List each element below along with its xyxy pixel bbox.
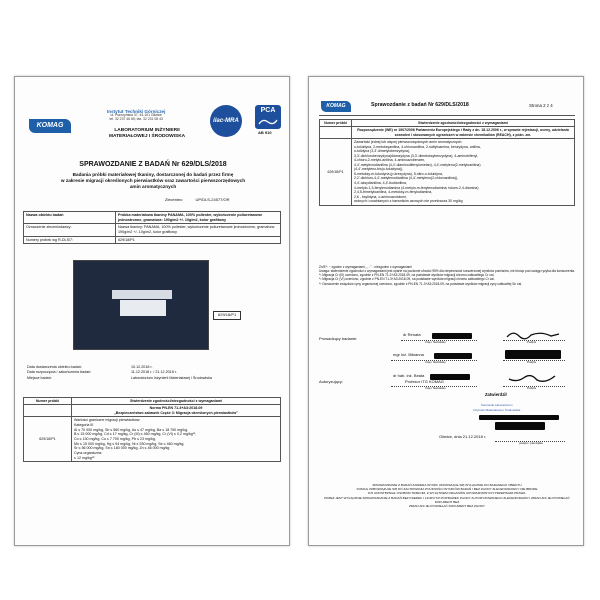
table-row — [320, 139, 575, 206]
conducted-label: Prowadzący badanie: — [319, 336, 358, 341]
info-value: 629/18/P1 — [116, 236, 281, 244]
disclaimer-line: ICH UDOSTĘPNIAŁ OSOBOM TRZECIM, Z WYJĄTKIEM ORGANÓW UPOWAŻNIONYCH PRZEPISAMI PRAWA. — [367, 491, 527, 496]
redacted-surname — [434, 353, 472, 359]
amine-line: 5-metoksy-m-toluidyna (p-krezydyna), 5-nitro-o-toluidyna, — [354, 171, 443, 176]
amine-line: o-tolidyna (3,3'-dimetylobenzydyna), — [354, 149, 411, 154]
dates-labels — [27, 365, 91, 381]
footnote: Zn/E*: ~ zgodne z wymaganiami, „ - ” - niezgodne z wymaganiami — [319, 265, 412, 269]
pca-wave-icon — [258, 117, 278, 127]
subject-line: Badania próbki materiałowej tkaniny, dostarczonej do badań przez firmę — [72, 172, 234, 177]
report-title: SPRAWOZDANIE Z BADAŃ Nr 629/DLS/2018 — [79, 161, 227, 168]
sign-caption: Podpis — [527, 360, 537, 364]
disclaimer-line: ZMIAN ANI JEJ POWIELAĆ DOKUMENT BEZ ZGODY — [409, 503, 485, 508]
sign-caption: podpis i pieczątka — [519, 441, 543, 445]
komag-logo: KOMAG — [29, 119, 71, 133]
sample-photo — [73, 260, 209, 350]
date-value: 11.12.2018 r. / 21.12.2018 r. — [131, 370, 177, 375]
amines-cell — [352, 139, 575, 206]
amine-line: Zawartość jednej lub więcej pierwszorzędowych amin aromatycznych: — [354, 140, 463, 145]
lab-line-2: MATERIAŁOWEJ I ŚRODOWISKA — [109, 133, 186, 139]
amine-line: o-toluidyna, 2-metoksyanilina, 4-chloroanilina, 2-naftyloamina, benzydyna, anilina, — [354, 144, 481, 149]
table-row — [24, 417, 281, 462]
sample-number: 629/18/P1 — [320, 139, 352, 206]
results-table — [23, 397, 281, 462]
report-page-1 — [14, 76, 290, 546]
amine-line: (4,4'-metyleno-bis(o-toluidyna)), — [354, 167, 404, 172]
amine-line: 2,4,5-trimetyloanilina, 4-metoksy-m-fenylodiamina, — [354, 190, 433, 195]
pca-logo-text: PCA — [260, 107, 276, 114]
pca-logo — [255, 105, 281, 129]
pca-number: AB 910 — [258, 130, 272, 135]
column-header: Numer próbki — [320, 120, 352, 127]
disclaimer — [319, 483, 575, 508]
amine-line: 2,2'-dichloro-4,4'-metylenodianilina (4,4'-metyleno(2-chloroanilina)), — [354, 176, 459, 181]
limit-line: Co ≤ 130 mg/kg, Cu ≤ 7 700 mg/kg, Pb ≤ 23 mg/kg, — [74, 437, 156, 442]
info-value: Próbka materiałowa tkaniny PANAMA, 100% poliester, wykończenie poliuretanowe jednostronne, gramatura: 190g/m2 +/- 10g/m2, kolor grafitowy — [116, 212, 281, 224]
info-key: Oznaczenie zleceniodawcy: — [24, 224, 116, 236]
disclaimer-line: PRZEZ JEST WYŁĄCZNIE SPRAWOZDANIE Z BADAŃ BEZ KREDEK I LICZNYCH POPRAWEK ZGODY AUTORYZOWANEGO ZLECENIODAWCY ZMIAN ANI JEJ POWIELAĆ DOKUMENT BEZ — [324, 495, 570, 504]
disclaimer-line: KOMAG ZOBOWIĄZUJE SIĘ DO ZACHOWANIA POUFNOŚCI WYNIKÓW BADAŃ I BEZ ZGODY ZLECENIODAWCY NIE BĘDZIE — [356, 487, 538, 492]
redacted-signature — [495, 422, 545, 430]
sample-number: 629/18/P1 — [24, 417, 72, 462]
table-header-row — [24, 398, 281, 405]
amine-line: 4,4'-metylenodianilina (4,4'-diaminodifenylometan), 4,4'-metyleno(2-metyloanilina) — [354, 162, 481, 167]
name-caption: Imię i Nazwisko — [425, 360, 446, 364]
laboratory-title — [109, 128, 185, 139]
approval-label: Zatwierdził — [485, 392, 507, 397]
table-header-row — [320, 120, 575, 127]
page-title: Sprawozdanie z badań Nr 629/DLS/2018 — [371, 102, 469, 108]
limit-line: Cyna organiczna: — [74, 451, 102, 456]
info-key: Numery próbek wg R-DLS/7: — [24, 236, 116, 244]
client-label: Zleceniec: — [165, 197, 184, 202]
regulation-heading: Rozporządzenie (WE) nr 1907/2006 Parlamentu Europejskiego i Rady z dn. 18.12.2006 r., w sprawie rejestracji, oceny, udzielania zezwoleń i stosowanych ograniczeń w zakresie chemikaliów (REACH), z późn. zm. — [352, 127, 575, 139]
sign-caption: Podpis — [527, 340, 537, 344]
date-label: Miejsce badań: — [27, 375, 52, 380]
ilac-mra-logo: ilac-MRA — [210, 105, 242, 137]
authorized-label: Autoryzujący: — [319, 379, 344, 384]
person-3-name: dr hab. inż. Beata — [393, 373, 425, 378]
info-value: Nazwa tkaniny: PANAMA, 100% poliester, wykończenie poliuretanowe jednostronne, gramatura: 190g/m2 +/- 10g/m2, kolor grafitowy — [116, 224, 281, 236]
limit-line: Kategoria III — [74, 423, 94, 428]
report-subject — [25, 172, 281, 190]
table-row — [24, 236, 281, 244]
footnote: Uwaga: stwierdzenie zgodności z wymaganiami jest oparte na poziomie ufności 95% dla niepewności rozszerzonej wyników pomiarów, nie biorąc pod uwagę ryzyka dla konsumenta. — [319, 269, 576, 274]
komag-logo: KOMAG — [321, 101, 351, 112]
table-row — [24, 224, 281, 236]
amine-line: 4-chloro-2-metylo-anilina, 4-aminoazobenzen, — [354, 158, 426, 163]
date-value: Laboratorium Inżynierii Materiałowej i Środowiska — [131, 375, 212, 380]
norm-line: Norma PN-EN 71-3+A3:2018-09 — [149, 406, 203, 410]
name-caption: Imię i Nazwisko — [425, 340, 446, 344]
date-value: 10.12.2018 r. — [131, 365, 153, 369]
client-line — [165, 198, 230, 203]
institute-name: Instytut Techniki Górniczej — [107, 109, 166, 114]
institute-header — [107, 109, 165, 122]
place-date: Gliwice, dnia 21.12.2018 r. — [439, 434, 487, 439]
limit-line: B ≤ 15 000 mg/kg, Cd ≤ 17 mg/kg, Cr (III) ≤ 460 mg/kg, Cr (VI) ≤ 0,2 mg/kg*¹, — [74, 432, 197, 437]
dates-values — [131, 365, 212, 381]
amine-line: 2,6 - ksylidyna, o-aminoazotoluen, — [354, 194, 408, 199]
signature-scribble — [507, 373, 557, 385]
lab-line-1: LABORATORIUM INŻYNIERII — [114, 128, 180, 133]
sign-caption: Podpis — [527, 386, 537, 390]
client-value: UP/DLS-24577/OR — [195, 197, 230, 202]
column-header: Stwierdzenie zgodności/niezgodności z wymaganiami — [72, 398, 281, 405]
norm-heading — [72, 405, 281, 417]
disclaimer-line: SPRAWOZDANIE Z BADAŃ ZAWIERA WYNIKI ODNOSZĄCE SIĘ WYŁĄCZNIE DO BADANEGO OBIEKTU — [372, 483, 522, 487]
report-page-2 — [308, 76, 584, 546]
amine-line: 4,4'-oksydianilina, 4,4'-tiodianilina, — [354, 181, 407, 186]
subject-line: amin aromatycznych — [129, 183, 177, 189]
header-divider — [319, 115, 575, 116]
footnote: *² Migracja Cr (VI) oceniono, zgodnie z PN-EN 71-3+A3:2018-09, na podstawie wyników migracji chromu całkowitego Cr cal. — [319, 277, 495, 282]
amine-line: 3,3'-dichlorobenzydyna(diamzydyna (3,3'-dimetoksybenzydyna), 4-aminobifenyl, — [354, 153, 479, 158]
limit-line: Sr ≤ 56 000 mg/kg, Sn ≤ 180 000 mg/kg, Zn ≤ 46 000 mg/kg — [74, 446, 170, 451]
fabric-label-strip — [112, 290, 172, 299]
stamp-line: Kierownik Laboratorium — [481, 403, 513, 407]
limits-cell — [72, 417, 281, 462]
redacted-surname — [432, 333, 472, 339]
subject-line: w zakresie migracji określonych pierwiastków oraz zawartości pierwszorzędowych — [60, 177, 246, 183]
amine-line: 4-metylo-1,3-fenylenodiamina (4-metylo-m-fenylenodiamina; toluen-2,4-diamina) — [354, 185, 479, 190]
reach-results-table — [319, 119, 575, 206]
norm-line: „Bezpieczeństwo zabawek Część 3: Migracja określonych pierwiastków” — [113, 410, 239, 415]
date-label: Data rozpoczęcia / zakończenia badań: — [27, 370, 92, 375]
limit-line: ≤ 12 mg/kg*² — [74, 455, 95, 460]
photo-sample-tag: 629/18/P1 — [213, 311, 241, 320]
institute-address: ul. Pszczyńska 37, 44-101 Gliwice — [110, 113, 162, 118]
name-caption: Imię i Nazwisko — [425, 386, 446, 390]
table-row — [320, 127, 575, 139]
limit-line: Mn ≤ 15 000 mg/kg, Hg ≤ 94 mg/kg, Ni ≤ 930 mg/kg, Se ≤ 460 mg/kg, — [74, 441, 185, 446]
table-row — [24, 212, 281, 224]
footnote: *³ Oznaczenie związków cyny organicznej oceniono, zgodnie z PN-EN 71-3+A3:2018-09, na podstawie wyników migracji cyny całkowitej Sn cal. — [319, 281, 522, 286]
limit-line: Al ≤ 70 000 mg/kg, Sb ≤ 560 mg/kg, As ≤ 47 mg/kg, Ba ≤ 18 750 mg/kg, — [74, 427, 188, 432]
fabric-label-card — [120, 300, 166, 316]
person-3-role: Profesor ITG KOMAG — [405, 379, 444, 384]
stamp-line: Inżynierii Materiałowej i Środowiska — [473, 408, 521, 412]
limit-line: Wartości graniczne migracji pierwiastków: — [74, 418, 141, 423]
person-1-name: dr Renata — [403, 332, 421, 337]
person-2-name: mgr inż. Bibianna — [393, 352, 424, 357]
sample-info-table — [23, 211, 281, 244]
table-row — [24, 405, 281, 417]
date-label: Data dostarczenia obiektu badań: — [27, 365, 82, 369]
redacted-signature — [505, 350, 561, 359]
info-key: Nazwa obiektu badań — [24, 212, 116, 224]
footnote: *¹ Migracja Cr (III) oceniono, zgodnie z PN-EN 71-3+A3:2018-09, na podstawie wyników migracji chromu całkowitego Cr cal. — [319, 273, 495, 278]
column-header: Numer próbki — [24, 398, 72, 405]
footnotes — [319, 265, 575, 286]
redacted-stamp-name — [479, 415, 559, 420]
page-number: Strona 2 z 4 — [529, 103, 553, 108]
column-header: Stwierdzenie zgodności/niezgodności z wymaganiami — [352, 120, 575, 127]
amine-line: wolnych i uwalnianych z barwników azowych nie przekracza 30 mg/kg — [354, 199, 463, 204]
institute-phones: tel. 32 237 46 65; fax. 32 231 08 43 — [109, 117, 163, 122]
